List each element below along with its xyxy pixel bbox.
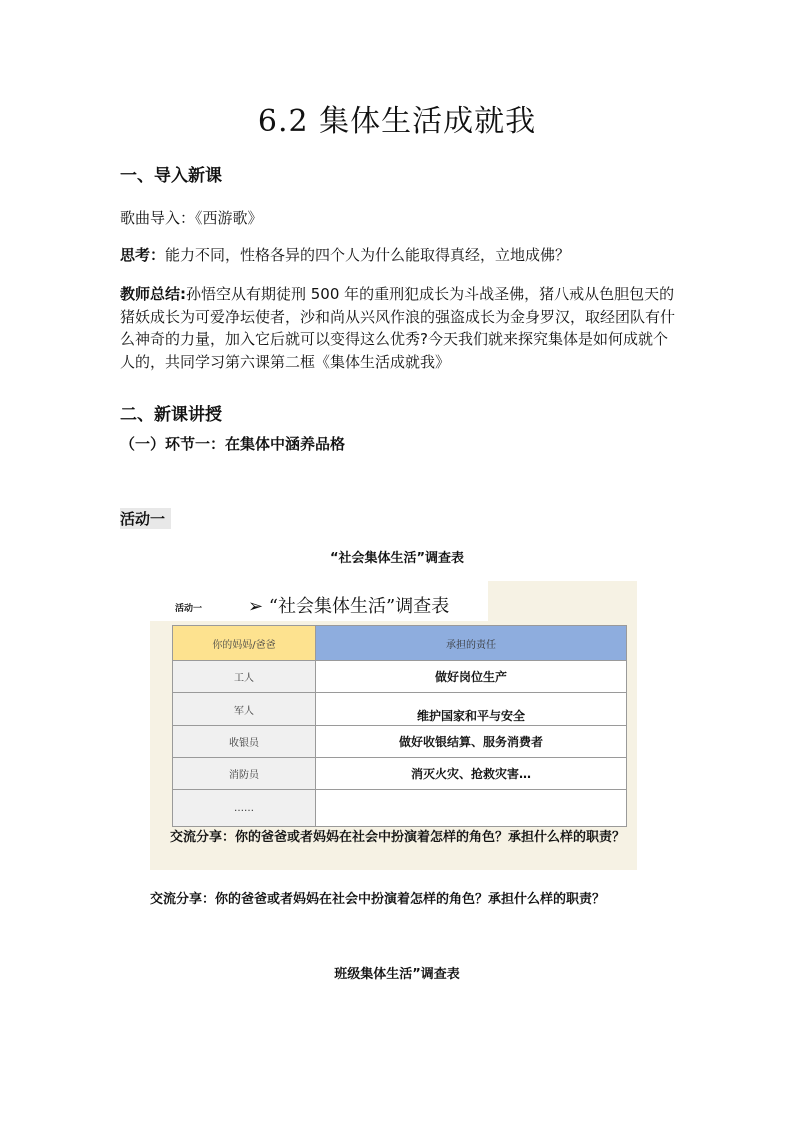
figure-share-note: 交流分享：你的爸爸或者妈妈在社会中扮演着怎样的角色？承担什么样的职责？ <box>170 830 626 845</box>
role-cell: 消防员 <box>173 758 316 790</box>
figure-header <box>150 581 488 621</box>
role-cell: 军人 <box>173 693 316 726</box>
role-cell: …… <box>173 790 316 827</box>
duty-cell: 维护国家和平与安全 <box>316 693 627 726</box>
page-title: 6.2 集体生活成就我 <box>257 104 537 139</box>
share-prompt: 交流分享：你的爸爸或者妈妈在社会中扮演着怎样的角色？承担什么样的职责？ <box>150 892 606 907</box>
duty-cell: 做好收银结算、服务消费者 <box>316 726 627 758</box>
activity-label: 活动一 <box>120 508 171 529</box>
summary-text: 孙悟空从有期徒刑 500 年的重刑犯成长为斗战圣佛，猪八戒从色胆包天的猪妖成长为可爱净坛使者，沙和尚从兴风作浪的强盗成长为金身罗汉，取经团队有什么神奇的力量，加入它后就可以变得这么优秀?今天我们就来探究集体是如何成就个人的，共同学习第六课第二框《集体生活成就我》 <box>120 285 676 371</box>
caption-social-survey: “社会集体生活”调查表 <box>329 551 465 566</box>
think-text: 能力不同，性格各异的四个人为什么能取得真经，立地成佛？ <box>165 246 571 264</box>
duty-cell: 消灭火灾、抢救灾害… <box>316 758 627 790</box>
header-duty: 承担的责任 <box>316 626 627 661</box>
table-row <box>173 758 627 790</box>
role-cell: 收银员 <box>173 726 316 758</box>
section-heading-lesson: 二、新课讲授 <box>120 405 222 425</box>
caption-class-survey: 班级集体生活”调查表 <box>334 967 460 982</box>
duty-cell: 做好岗位生产 <box>316 661 627 693</box>
teacher-summary-paragraph <box>120 283 676 373</box>
table-row <box>173 661 627 693</box>
subsection-heading: （一）环节一：在集体中涵养品格 <box>120 435 346 453</box>
song-intro-text: 歌曲导入：《西游歌》 <box>120 209 263 227</box>
section-heading-intro: 一、导入新课 <box>120 166 222 186</box>
table-header-row <box>173 626 627 661</box>
summary-label: 教师总结: <box>120 285 186 303</box>
header-parent: 你的妈妈/爸爸 <box>173 626 316 661</box>
table-row <box>173 693 627 726</box>
survey-table <box>172 625 627 827</box>
table-row <box>173 790 627 827</box>
think-paragraph <box>120 244 676 266</box>
table-row <box>173 726 627 758</box>
figure-title: ➢ “社会集体生活”调查表 <box>248 596 450 617</box>
survey-figure <box>150 581 637 870</box>
role-cell: 工人 <box>173 661 316 693</box>
duty-cell <box>316 790 627 827</box>
think-label: 思考： <box>120 246 166 264</box>
figure-activity-label: 活动一 <box>175 604 203 614</box>
